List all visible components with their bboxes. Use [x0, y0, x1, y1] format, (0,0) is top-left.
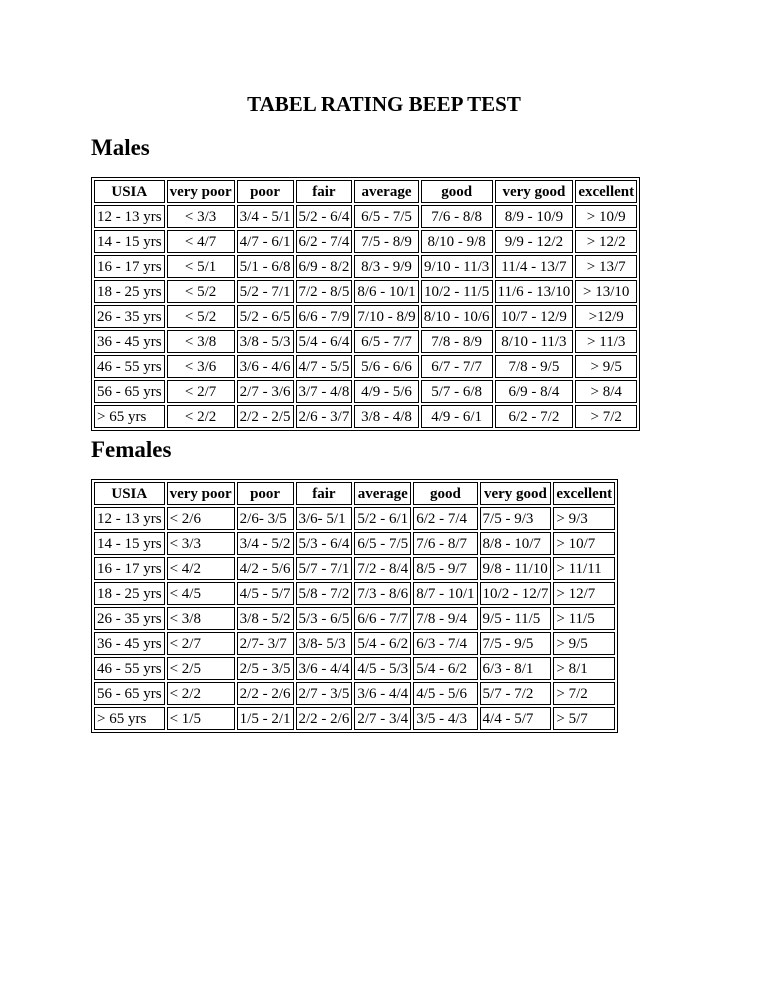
rating-cell: 7/2 - 8/4 — [354, 557, 411, 580]
rating-cell: 5/6 - 6/6 — [354, 355, 418, 378]
rating-cell: 10/2 - 11/5 — [421, 280, 493, 303]
table-row — [94, 355, 637, 378]
table-row — [94, 507, 615, 530]
rating-cell: 3/6 - 4/6 — [237, 355, 294, 378]
rating-cell: < 2/6 — [167, 507, 235, 530]
rating-cell: 5/4 - 6/4 — [296, 330, 353, 353]
column-header: excellent — [575, 180, 637, 203]
rating-cell: 7/8 - 9/4 — [413, 607, 477, 630]
rating-cell: > 12/7 — [553, 582, 615, 605]
column-header: good — [413, 482, 477, 505]
column-header: fair — [296, 482, 353, 505]
rating-cell: 8/8 - 10/7 — [480, 532, 552, 555]
age-group-cell: 18 - 25 yrs — [94, 280, 165, 303]
rating-cell: < 2/2 — [167, 405, 235, 428]
rating-cell: 5/4 - 6/2 — [354, 632, 411, 655]
rating-cell: 9/8 - 11/10 — [480, 557, 552, 580]
table-row — [94, 682, 615, 705]
rating-cell: 5/2 - 6/1 — [354, 507, 411, 530]
table-header-row — [94, 482, 615, 505]
rating-cell: > 5/7 — [553, 707, 615, 730]
rating-cell: < 1/5 — [167, 707, 235, 730]
rating-cell: > 11/3 — [575, 330, 637, 353]
table-row — [94, 255, 637, 278]
rating-cell: 5/1 - 6/8 — [237, 255, 294, 278]
rating-cell: 7/6 - 8/7 — [413, 532, 477, 555]
rating-cell: > 9/3 — [553, 507, 615, 530]
rating-cell: 2/6 - 3/7 — [296, 405, 353, 428]
age-group-cell: 16 - 17 yrs — [94, 255, 165, 278]
rating-cell: > 8/4 — [575, 380, 637, 403]
rating-cell: > 10/9 — [575, 205, 637, 228]
column-header: poor — [237, 180, 294, 203]
rating-cell: 8/5 - 9/7 — [413, 557, 477, 580]
rating-cell: 10/2 - 12/7 — [480, 582, 552, 605]
rating-cell: 3/8 - 4/8 — [354, 405, 418, 428]
rating-cell: 2/5 - 3/5 — [237, 657, 294, 680]
rating-cell: 6/3 - 7/4 — [413, 632, 477, 655]
rating-cell: 6/2 - 7/4 — [413, 507, 477, 530]
rating-cell: 2/6- 3/5 — [237, 507, 294, 530]
rating-cell: > 9/5 — [575, 355, 637, 378]
rating-cell: 11/6 - 13/10 — [495, 280, 574, 303]
rating-cell: 4/4 - 5/7 — [480, 707, 552, 730]
table-row — [94, 657, 615, 680]
rating-cell: 9/9 - 12/2 — [495, 230, 574, 253]
rating-cell: 11/4 - 13/7 — [495, 255, 574, 278]
rating-cell: 7/5 - 9/3 — [480, 507, 552, 530]
age-group-cell: 14 - 15 yrs — [94, 230, 165, 253]
rating-cell: 4/5 - 5/7 — [237, 582, 294, 605]
rating-cell: 2/7- 3/7 — [237, 632, 294, 655]
rating-cell: 6/9 - 8/4 — [495, 380, 574, 403]
rating-cell: 6/2 - 7/4 — [296, 230, 353, 253]
rating-cell: < 5/2 — [167, 305, 235, 328]
rating-cell: 5/2 - 7/1 — [237, 280, 294, 303]
column-header: USIA — [94, 180, 165, 203]
age-group-cell: > 65 yrs — [94, 707, 165, 730]
rating-cell: 5/7 - 6/8 — [421, 380, 493, 403]
rating-cell: 1/5 - 2/1 — [237, 707, 294, 730]
rating-cell: 3/6 - 4/4 — [296, 657, 353, 680]
age-group-cell: 36 - 45 yrs — [94, 330, 165, 353]
rating-cell: 6/5 - 7/5 — [354, 205, 418, 228]
rating-cell: < 2/5 — [167, 657, 235, 680]
age-group-cell: 12 - 13 yrs — [94, 205, 165, 228]
age-group-cell: 26 - 35 yrs — [94, 607, 165, 630]
rating-cell: 2/7 - 3/6 — [237, 380, 294, 403]
table-row — [94, 582, 615, 605]
column-header: good — [421, 180, 493, 203]
rating-cell: < 2/2 — [167, 682, 235, 705]
rating-cell: 6/7 - 7/7 — [421, 355, 493, 378]
rating-cell: 5/7 - 7/2 — [480, 682, 552, 705]
rating-cell: 7/8 - 8/9 — [421, 330, 493, 353]
males-rating-table — [91, 177, 640, 431]
rating-cell: 8/10 - 10/6 — [421, 305, 493, 328]
rating-cell: 5/2 - 6/5 — [237, 305, 294, 328]
rating-cell: 5/2 - 6/4 — [296, 205, 353, 228]
rating-cell: < 3/6 — [167, 355, 235, 378]
rating-cell: 3/8 - 5/2 — [237, 607, 294, 630]
rating-cell: 4/5 - 5/6 — [413, 682, 477, 705]
rating-cell: < 5/2 — [167, 280, 235, 303]
rating-cell: 7/2 - 8/5 — [296, 280, 353, 303]
age-group-cell: 56 - 65 yrs — [94, 682, 165, 705]
females-heading: Females — [91, 437, 172, 462]
column-header: very good — [480, 482, 552, 505]
rating-cell: 3/5 - 4/3 — [413, 707, 477, 730]
rating-cell: 4/9 - 5/6 — [354, 380, 418, 403]
rating-cell: < 4/5 — [167, 582, 235, 605]
age-group-cell: > 65 yrs — [94, 405, 165, 428]
rating-cell: > 12/2 — [575, 230, 637, 253]
rating-cell: 6/5 - 7/5 — [354, 532, 411, 555]
rating-cell: < 4/2 — [167, 557, 235, 580]
rating-cell: 6/2 - 7/2 — [495, 405, 574, 428]
males-heading: Males — [91, 135, 150, 160]
rating-cell: > 11/5 — [553, 607, 615, 630]
column-header: very poor — [167, 180, 235, 203]
rating-cell: 10/7 - 12/9 — [495, 305, 574, 328]
rating-cell: < 2/7 — [167, 380, 235, 403]
rating-cell: 3/4 - 5/1 — [237, 205, 294, 228]
age-group-cell: 18 - 25 yrs — [94, 582, 165, 605]
rating-cell: > 8/1 — [553, 657, 615, 680]
rating-cell: > 7/2 — [575, 405, 637, 428]
rating-cell: < 4/7 — [167, 230, 235, 253]
table-row — [94, 330, 637, 353]
table-row — [94, 557, 615, 580]
rating-cell: 5/7 - 7/1 — [296, 557, 353, 580]
rating-cell: > 13/10 — [575, 280, 637, 303]
rating-cell: 3/8- 5/3 — [296, 632, 353, 655]
rating-cell: 5/4 - 6/2 — [413, 657, 477, 680]
rating-cell: 4/9 - 6/1 — [421, 405, 493, 428]
rating-cell: 7/6 - 8/8 — [421, 205, 493, 228]
column-header: very good — [495, 180, 574, 203]
rating-cell: 8/9 - 10/9 — [495, 205, 574, 228]
rating-cell: 3/4 - 5/2 — [237, 532, 294, 555]
rating-cell: < 3/8 — [167, 607, 235, 630]
rating-cell: 5/3 - 6/4 — [296, 532, 353, 555]
table-header-row — [94, 180, 637, 203]
rating-cell: > 11/11 — [553, 557, 615, 580]
females-rating-table — [91, 479, 618, 733]
rating-cell: 2/2 - 2/6 — [296, 707, 353, 730]
rating-cell: > 13/7 — [575, 255, 637, 278]
rating-cell: 4/2 - 5/6 — [237, 557, 294, 580]
rating-cell: 7/3 - 8/6 — [354, 582, 411, 605]
column-header: USIA — [94, 482, 165, 505]
rating-cell: 8/7 - 10/1 — [413, 582, 477, 605]
rating-cell: 3/8 - 5/3 — [237, 330, 294, 353]
table-row — [94, 532, 615, 555]
rating-cell: 9/5 - 11/5 — [480, 607, 552, 630]
rating-cell: 2/2 - 2/6 — [237, 682, 294, 705]
table-row — [94, 380, 637, 403]
table-row — [94, 607, 615, 630]
rating-cell: 4/7 - 6/1 — [237, 230, 294, 253]
age-group-cell: 46 - 55 yrs — [94, 355, 165, 378]
table-row — [94, 405, 637, 428]
column-header: average — [354, 482, 411, 505]
rating-cell: 2/2 - 2/5 — [237, 405, 294, 428]
rating-cell: 8/10 - 11/3 — [495, 330, 574, 353]
column-header: fair — [296, 180, 353, 203]
column-header: poor — [237, 482, 294, 505]
rating-cell: < 2/7 — [167, 632, 235, 655]
rating-cell: 6/6 - 7/9 — [296, 305, 353, 328]
rating-cell: 3/6 - 4/4 — [354, 682, 411, 705]
rating-cell: 5/8 - 7/2 — [296, 582, 353, 605]
rating-cell: 3/7 - 4/8 — [296, 380, 353, 403]
age-group-cell: 46 - 55 yrs — [94, 657, 165, 680]
rating-cell: 7/10 - 8/9 — [354, 305, 418, 328]
age-group-cell: 14 - 15 yrs — [94, 532, 165, 555]
table-row — [94, 707, 615, 730]
table-row — [94, 305, 637, 328]
age-group-cell: 56 - 65 yrs — [94, 380, 165, 403]
table-row — [94, 280, 637, 303]
rating-cell: 2/7 - 3/5 — [296, 682, 353, 705]
rating-cell: 2/7 - 3/4 — [354, 707, 411, 730]
rating-cell: 7/5 - 8/9 — [354, 230, 418, 253]
column-header: very poor — [167, 482, 235, 505]
rating-cell: < 3/3 — [167, 532, 235, 555]
column-header: excellent — [553, 482, 615, 505]
rating-cell: 8/3 - 9/9 — [354, 255, 418, 278]
age-group-cell: 16 - 17 yrs — [94, 557, 165, 580]
age-group-cell: 36 - 45 yrs — [94, 632, 165, 655]
page-title: TABEL RATING BEEP TEST — [247, 92, 521, 116]
rating-cell: 3/6- 5/1 — [296, 507, 353, 530]
rating-cell: > 10/7 — [553, 532, 615, 555]
age-group-cell: 26 - 35 yrs — [94, 305, 165, 328]
rating-cell: > 9/5 — [553, 632, 615, 655]
rating-cell: 6/6 - 7/7 — [354, 607, 411, 630]
rating-cell: >12/9 — [575, 305, 637, 328]
rating-cell: 6/9 - 8/2 — [296, 255, 353, 278]
rating-cell: < 3/3 — [167, 205, 235, 228]
table-row — [94, 632, 615, 655]
rating-cell: 8/10 - 9/8 — [421, 230, 493, 253]
rating-cell: 9/10 - 11/3 — [421, 255, 493, 278]
rating-cell: 6/5 - 7/7 — [354, 330, 418, 353]
rating-cell: 4/7 - 5/5 — [296, 355, 353, 378]
rating-cell: 4/5 - 5/3 — [354, 657, 411, 680]
rating-cell: < 5/1 — [167, 255, 235, 278]
column-header: average — [354, 180, 418, 203]
rating-cell: 6/3 - 8/1 — [480, 657, 552, 680]
rating-cell: 5/3 - 6/5 — [296, 607, 353, 630]
rating-cell: < 3/8 — [167, 330, 235, 353]
rating-cell: 8/6 - 10/1 — [354, 280, 418, 303]
table-row — [94, 205, 637, 228]
table-row — [94, 230, 637, 253]
rating-cell: 7/5 - 9/5 — [480, 632, 552, 655]
rating-cell: 7/8 - 9/5 — [495, 355, 574, 378]
rating-cell: > 7/2 — [553, 682, 615, 705]
age-group-cell: 12 - 13 yrs — [94, 507, 165, 530]
